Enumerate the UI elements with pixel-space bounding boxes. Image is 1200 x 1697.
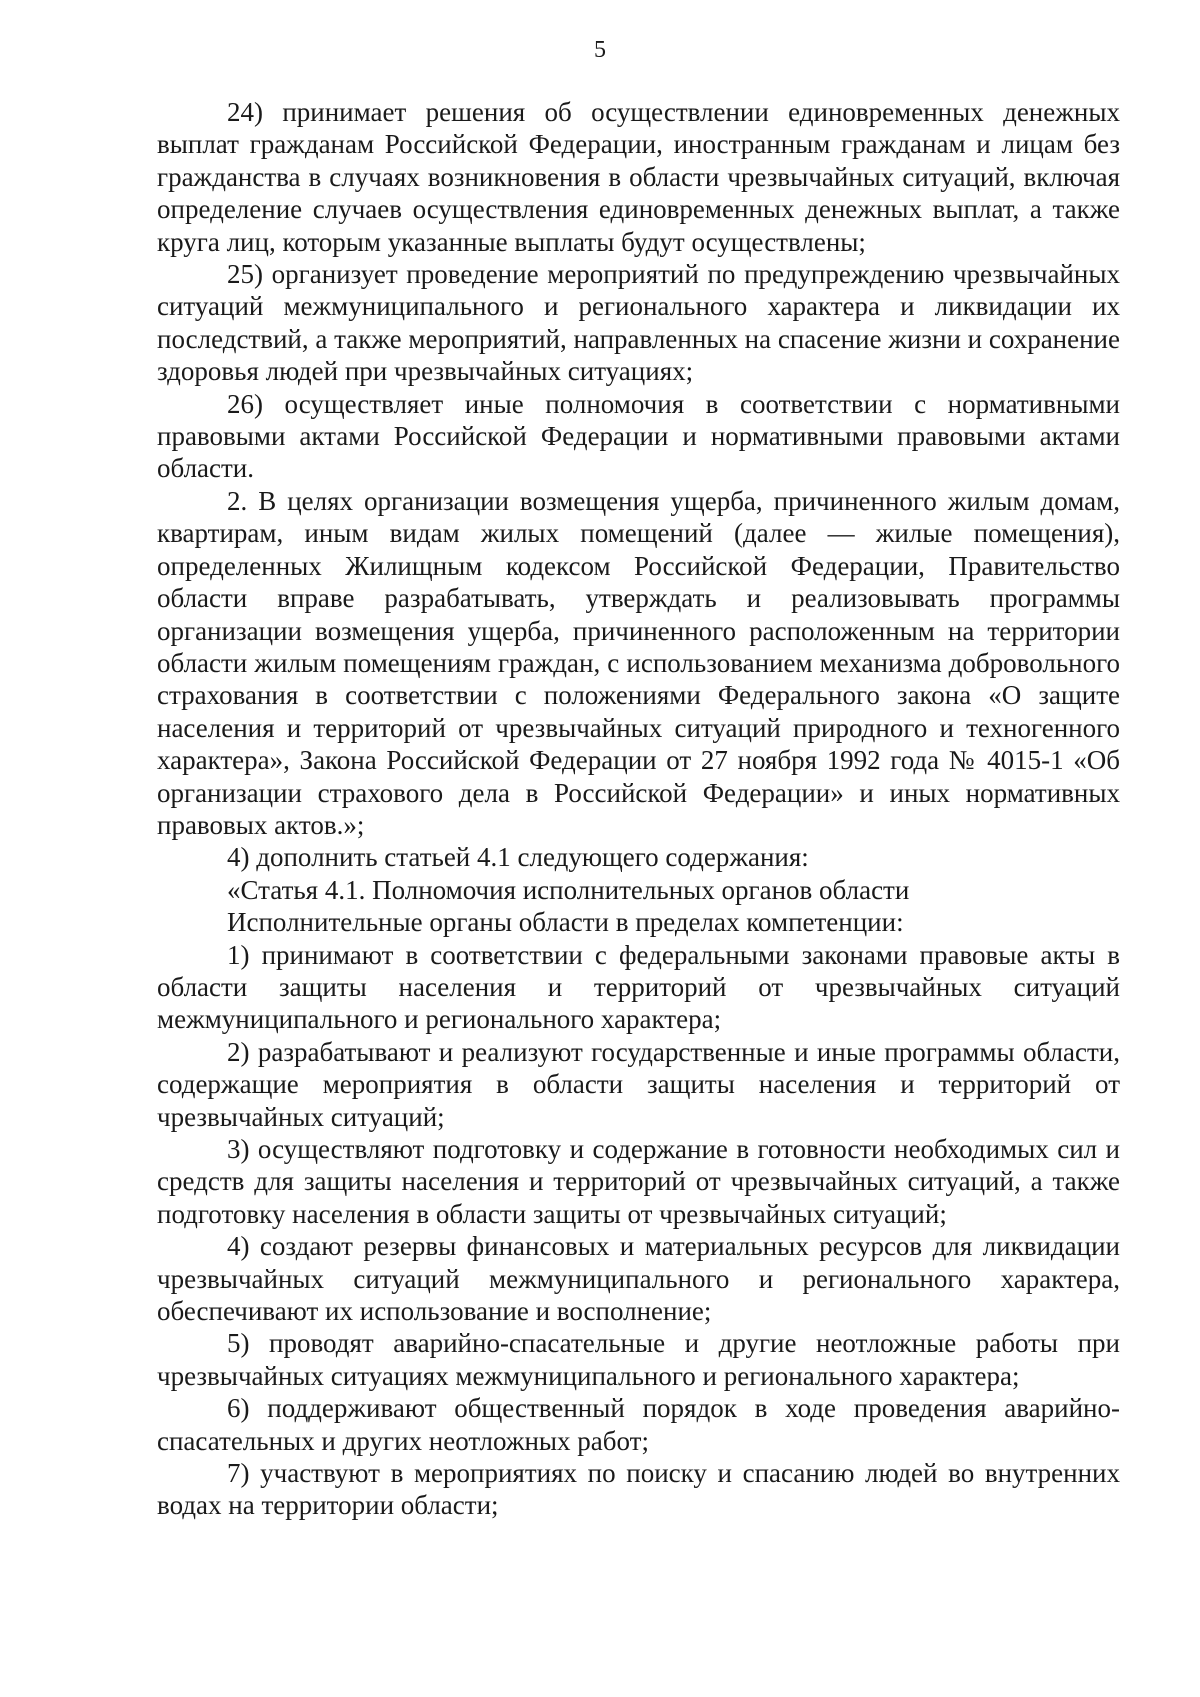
article-item-4: 4) создают резервы финансовых и материальных ресурсов для ликвидации чрезвычайных ситуаций межмуниципального и регионального характера, обеспечивают их использование и восполнение; — [157, 1231, 1120, 1327]
article-item-6: 6) поддерживают общественный порядок в ходе проведения аварийно-спасательных и других неотложных работ; — [157, 1393, 1120, 1456]
paragraph-part-2: 2. В целях организации возмещения ущерба, причиненного жилым домам, квартирам, иным видам жилых помещений (далее — жилые помещения), определенных Жилищным кодексом Российской Федерации, Правительство области вправе разрабатывать, утверждать и реализовывать программы организации возмещения ущерба, причиненного расположенным на территории области жилым помещениям граждан, с использованием механизма добровольного страхования в соответствии с положениями Федерального закона «О защите населения и территорий от чрезвычайных ситуаций природного и техногенного характера», Закона Российской Федерации от 27 ноября 1992 года № 4015-1 «Об организации страхового дела в Российской Федерации» и иных нормативных правовых актов.»; — [157, 485, 1120, 840]
paragraph-item-24: 24) принимает решения об осуществлении единовременных денежных выплат гражданам Российской Федерации, иностранным гражданам и лицам без гражданства в случаях возникновения в области чрезвычайных ситуаций, включая определение случаев осуществления единовременных денежных выплат, а также круга лиц, которым указанные выплаты будут осуществлены; — [157, 97, 1120, 257]
article-intro: Исполнительные органы области в пределах компетенции: — [227, 907, 904, 938]
article-item-7: 7) участвуют в мероприятиях по поиску и спасанию людей во внутренних водах на территории области; — [157, 1458, 1120, 1521]
article-heading: «Статья 4.1. Полномочия исполнительных органов области — [227, 874, 910, 905]
paragraph-amendment-4: 4) дополнить статьей 4.1 следующего содержания: — [227, 842, 809, 873]
article-item-2: 2) разрабатывают и реализуют государственные и иные программы области, содержащие мероприятия в области защиты населения и территорий от чрезвычайных ситуаций; — [157, 1036, 1120, 1132]
document-body — [157, 96, 1120, 1522]
article-item-5: 5) проводят аварийно-спасательные и другие неотложные работы при чрезвычайных ситуациях межмуниципального и регионального характера; — [157, 1328, 1120, 1391]
article-item-3: 3) осуществляют подготовку и содержание в готовности необходимых сил и средств для защиты населения и территорий от чрезвычайных ситуаций, а также подготовку населения в области защиты от чрезвычайных ситуаций; — [157, 1134, 1120, 1229]
paragraph-item-25: 25) организует проведение мероприятий по предупреждению чрезвычайных ситуаций межмуниципального и регионального характера и ликвидации их последствий, а также мероприятий, направленных на спасение жизни и сохранение здоровья людей при чрезвычайных ситуациях; — [157, 259, 1120, 387]
article-item-1: 1) принимают в соответствии с федеральными законами правовые акты в области защиты населения и территорий от чрезвычайных ситуаций межмуниципального и регионального характера; — [157, 939, 1120, 1035]
paragraph-item-26: 26) осуществляет иные полномочия в соответствии с нормативными правовыми актами Российской Федерации и нормативными правовыми актами области. — [157, 388, 1120, 484]
page-number: 5 — [594, 37, 606, 63]
